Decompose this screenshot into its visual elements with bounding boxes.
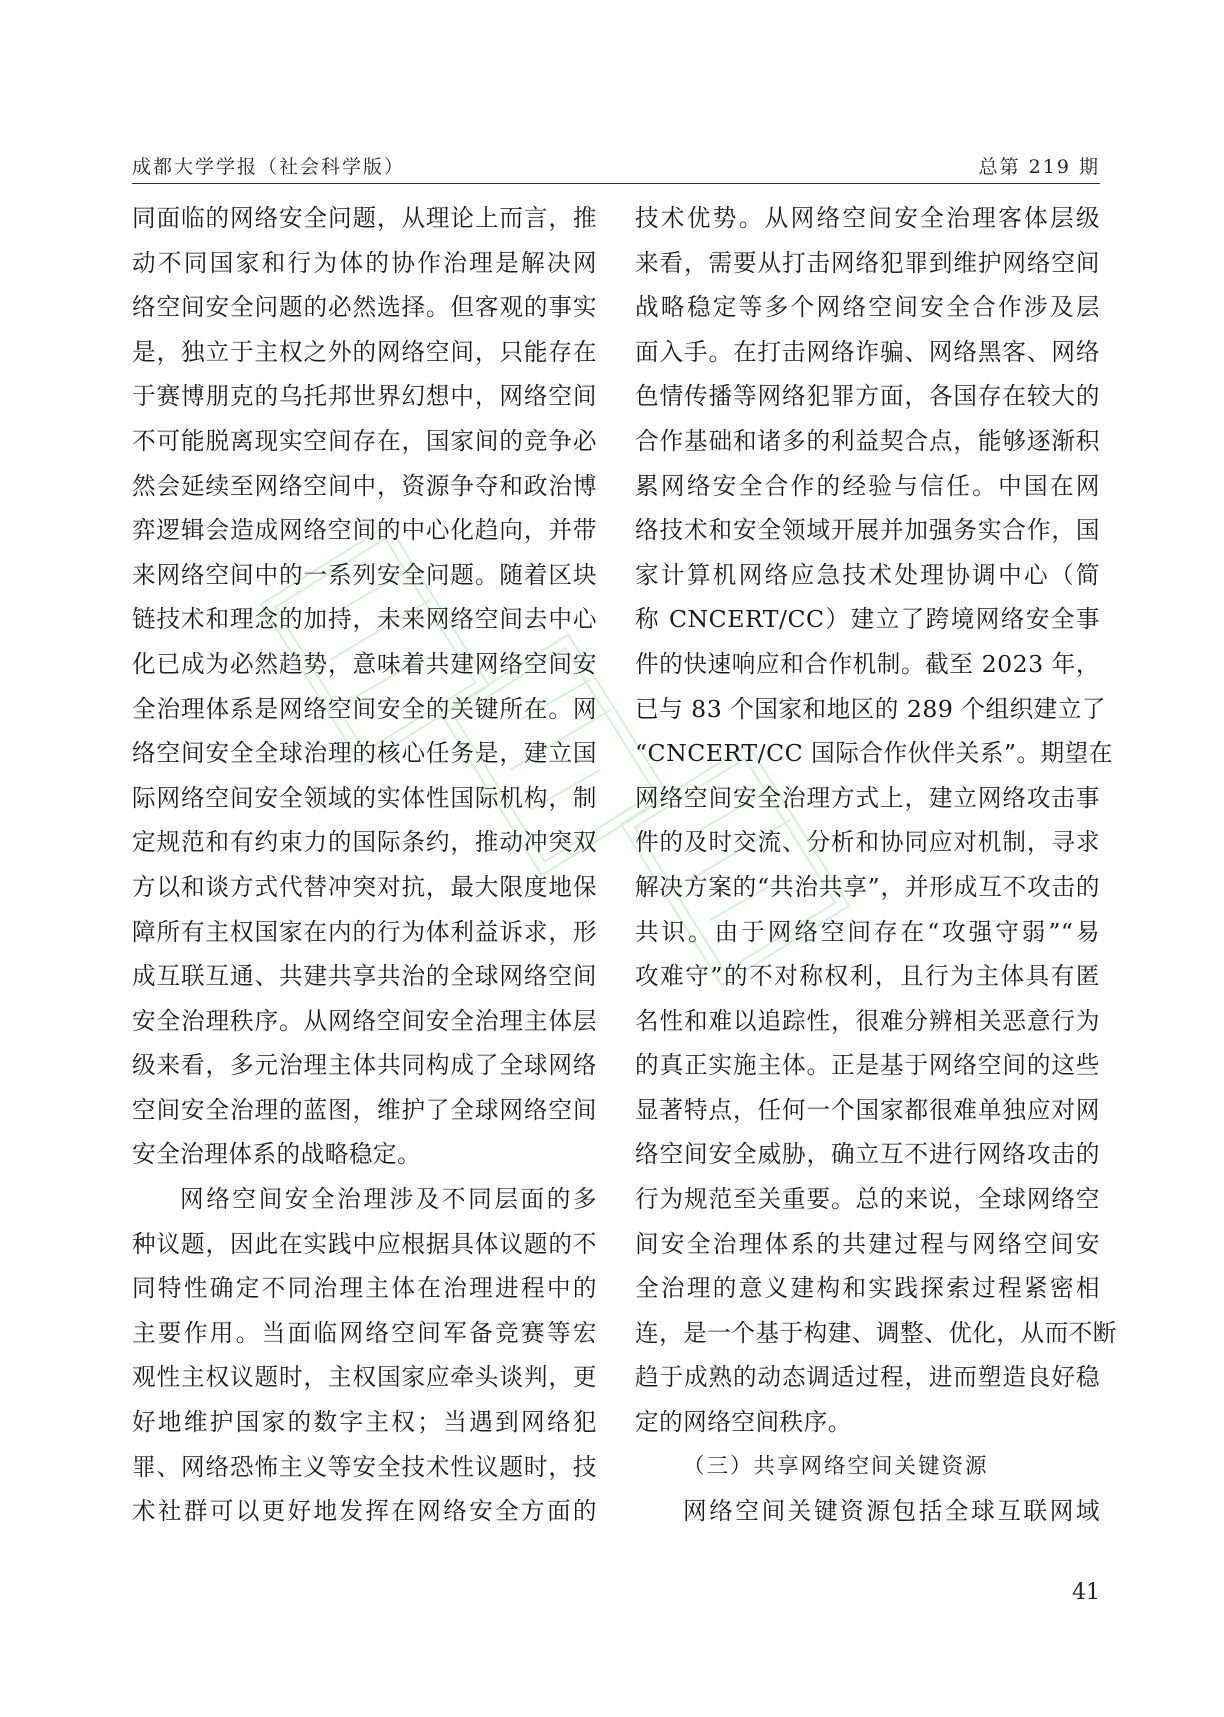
text-line: 趋于成熟的动态调适过程，进而塑造良好稳 (635, 1363, 1100, 1392)
text-line: 面入手。在打击网络诈骗、网络黑客、网络 (635, 337, 1100, 366)
text-line: 已与 83 个国家和地区的 289 个组织建立了 (635, 694, 1106, 723)
text-line: 主要作用。当面临网络空间军备竞赛等宏 (132, 1318, 597, 1347)
text-line: 络空间安全问题的必然选择。但客观的事实 (132, 293, 597, 322)
text-line: 络空间安全全球治理的核心任务是，建立国 (132, 739, 597, 768)
text-line: 的真正实施主体。正是基于网络空间的这些 (635, 1051, 1100, 1080)
text-line: 合作基础和诸多的利益契合点，能够逐渐积 (635, 426, 1100, 455)
text-line: 全治理的意义建构和实践探索过程紧密相 (635, 1274, 1100, 1303)
text-line: 间安全治理体系的共建过程与网络空间安 (635, 1229, 1100, 1258)
header-rule (132, 183, 1100, 184)
text-line: 种议题，因此在实践中应根据具体议题的不 (132, 1229, 597, 1258)
text-line: 是，独立于主权之外的网络空间，只能存在 (132, 337, 597, 366)
text-line: 累网络安全合作的经验与信任。中国在网 (635, 471, 1100, 500)
text-line: 家计算机网络应急技术处理协调中心（简 (635, 560, 1100, 589)
text-line: 不可能脱离现实空间存在，国家间的竞争必 (132, 426, 597, 455)
text-line: “CNCERT/CC 国际合作伙伴关系”。期望在 (635, 739, 1113, 768)
text-line: 链技术和理念的加持，未来网络空间去中心 (132, 605, 597, 634)
text-line: 攻难守”的不对称权利，且行为主体具有匿 (635, 962, 1100, 991)
text-line: 件的快速响应和合作机制。截至 2023 年， (635, 649, 1100, 678)
text-line: 罪、网络恐怖主义等安全技术性议题时，技 (132, 1452, 597, 1481)
text-line: 络技术和安全领域开展并加强务实合作，国 (635, 516, 1100, 545)
page-number: 41 (1072, 1580, 1100, 1605)
text-line: 战略稳定等多个网络空间安全合作涉及层 (635, 293, 1100, 322)
text-line: 共识。由于网络空间存在“攻强守弱”“易 (635, 917, 1100, 946)
text-line: 级来看，多元治理主体共同构成了全球网络 (132, 1051, 597, 1080)
text-line: 连，是一个基于构建、调整、优化，从而不断 (635, 1318, 1117, 1347)
text-line: 观性主权议题时，主权国家应牵头谈判，更 (132, 1363, 597, 1392)
text-line: 来看，需要从打击网络犯罪到维护网络空间 (635, 248, 1100, 277)
text-line: 同面临的网络安全问题，从理论上而言，推 (132, 204, 597, 232)
text-line: 全治理体系是网络空间安全的关键所在。网 (132, 694, 597, 723)
issue-number: 总第 219 期 (978, 155, 1100, 178)
text-line: 络空间安全威胁，确立互不进行网络攻击的 (635, 1140, 1100, 1169)
text-line: 件的及时交流、分析和协同应对机制，寻求 (635, 828, 1100, 857)
text-line: 网络空间安全治理方式上，建立网络攻击事 (635, 783, 1100, 812)
paragraph-first-line: 网络空间关键资源包括全球互联网域 (683, 1497, 1100, 1526)
paragraph-end-line: 安全治理体系的战略稳定。 (132, 1140, 422, 1169)
text-line: 来网络空间中的一系列安全问题。随着区块 (132, 560, 597, 589)
text-line: 名性和难以追踪性，很难分辨相关恶意行为 (635, 1006, 1100, 1035)
text-line: 然会延续至网络空间中，资源争夺和政治博 (132, 471, 597, 500)
text-line: 色情传播等网络犯罪方面，各国存在较大的 (635, 382, 1100, 411)
text-line: 化已成为必然趋势，意味着共建网络空间安 (132, 649, 597, 678)
text-line: 显著特点，任何一个国家都很难单独应对网 (635, 1095, 1100, 1124)
left-column (132, 196, 597, 1534)
paragraph-first-line: 网络空间安全治理涉及不同层面的多 (180, 1185, 597, 1214)
text-line: 技术优势。从网络空间安全治理客体层级 (635, 204, 1100, 232)
text-line: 称 CNCERT/CC）建立了跨境网络安全事 (635, 605, 1100, 634)
text-line: 成互联互通、共建共享共治的全球网络空间 (132, 962, 597, 991)
text-line: 空间安全治理的蓝图，维护了全球网络空间 (132, 1095, 597, 1124)
text-line: 障所有主权国家在内的行为体利益诉求，形 (132, 917, 597, 946)
running-header (132, 148, 1100, 182)
text-line: 动不同国家和行为体的协作治理是解决网 (132, 248, 597, 277)
text-line: 方以和谈方式代替冲突对抗，最大限度地保 (132, 872, 597, 901)
text-line: 行为规范至关重要。总的来说，全球网络空 (635, 1185, 1100, 1214)
text-line: 于赛博朋克的乌托邦世界幻想中，网络空间 (132, 382, 597, 411)
journal-title: 成都大学学报（社会科学版） (132, 155, 406, 178)
text-line: 定规范和有约束力的国际条约，推动冲突双 (132, 828, 597, 857)
text-line: 术社群可以更好地发挥在网络安全方面的 (132, 1497, 597, 1526)
text-line: 解决方案的“共治共享”，并形成互不攻击的 (635, 872, 1100, 901)
text-line: 弈逻辑会造成网络空间的中心化趋向，并带 (132, 516, 597, 545)
section-heading: （三）共享网络空间关键资源 (683, 1453, 989, 1479)
text-line: 好地维护国家的数字主权；当遇到网络犯 (132, 1408, 597, 1437)
text-line: 际网络空间安全领域的实体性国际机构，制 (132, 783, 597, 812)
right-column (635, 196, 1117, 1534)
text-line: 同特性确定不同治理主体在治理进程中的 (132, 1274, 597, 1303)
paragraph-end-line: 定的网络空间秩序。 (635, 1408, 852, 1437)
text-line: 安全治理秩序。从网络空间安全治理主体层 (132, 1006, 597, 1035)
